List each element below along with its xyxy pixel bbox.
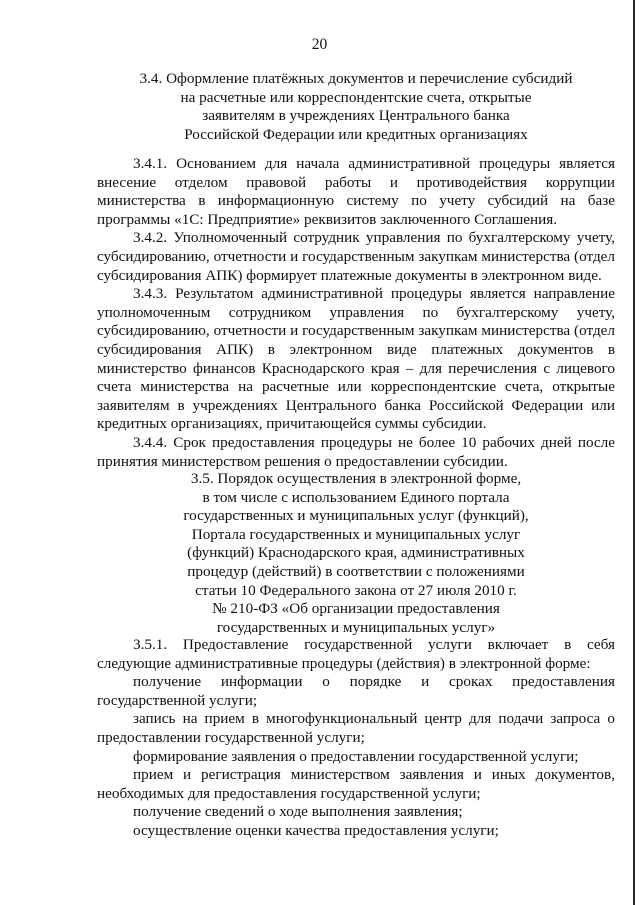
paragraph-3-4-2: 3.4.2. Уполномоченный сотрудник управления по бухгалтерскому учету, субсидированию, отчетности и государственным закупкам министерства (отдел субсидирования АПК) формирует платежные документы в электронном виде. [97, 229, 615, 284]
list-item: получение сведений о ходе выполнения заявления; [133, 803, 463, 821]
section-3-5-heading [96, 470, 616, 637]
section-3-5-body [97, 636, 615, 841]
page-number: 20 [311, 36, 328, 53]
list-item: получение информации о порядке и сроках предоставления государственной услуги; [97, 673, 615, 709]
list-item: запись на прием в многофункциональный центр для подачи запроса о предоставлении государственной услуги; [97, 710, 615, 746]
heading-line: государственных и муниципальных услуг (функций), [183, 507, 529, 525]
paragraph-3-5-1: 3.5.1. Предоставление государственной услуги включает в себя следующие административные процедуры (действия) в электронной форме: [97, 636, 615, 672]
heading-line: (функций) Краснодарского края, административных [187, 544, 525, 562]
heading-line: процедур (действий) в соответствии с положениями [187, 562, 525, 580]
heading-line: Портала государственных и муниципальных услуг [191, 525, 521, 543]
heading-line: № 210-ФЗ «Об организации предоставления [212, 600, 500, 618]
heading-line: заявителям в учреждениях Центрального банка [202, 107, 510, 125]
section-3-4-heading [96, 70, 616, 144]
heading-line: на расчетные или корреспондентские счета, открытые [180, 88, 532, 106]
heading-line: 3.4. Оформление платёжных документов и перечисление субсидий [139, 70, 573, 87]
paragraph-3-4-4: 3.4.4. Срок предоставления процедуры не более 10 рабочих дней после принятия министерством решения о предоставлении субсидии. [97, 433, 615, 470]
section-3-4-body [97, 155, 615, 471]
paragraph-3-4-1: 3.4.1. Основанием для начала административной процедуры является внесение отделом правовой работы и противодействия коррупции министерства в информационную систему по учету субсидий на базе программы «1С: Предприятие» реквизитов заключенного Соглашения. [97, 155, 615, 228]
paragraph-3-4-3: 3.4.3. Результатом административной процедуры является направление уполномоченным сотрудником управления по бухгалтерскому учету, субсидированию, отчетности и государственным закупкам министерства (отдел субсидирования АПК) в электронном виде платежных документов в министерство финансов Краснодарского края – для перечисления с лицевого счета министерства на расчетные или корреспондентские счета, открытые заявителям в учреждениях Центрального банка Российской Федерации или кредитных организациях, причитающейся суммы субсидии. [97, 285, 615, 433]
heading-line: Российской Федерации или кредитных организациях [184, 125, 528, 143]
heading-line: 3.5. Порядок осуществления в электронной форме, [190, 470, 522, 487]
list-item: формирование заявления о предоставлении государственной услуги; [133, 747, 579, 765]
heading-line: в том числе с использованием Единого портала [202, 488, 510, 506]
list-item: прием и регистрация министерством заявления и иных документов, необходимых для предоставления государственной услуги; [97, 766, 615, 802]
page-edge-line [633, 0, 635, 905]
heading-line: статьи 10 Федерального закона от 27 июля 2010 г. [195, 581, 517, 599]
heading-line: государственных и муниципальных услуг» [216, 618, 496, 636]
list-item: осуществление оценки качества предоставления услуги; [133, 821, 499, 839]
